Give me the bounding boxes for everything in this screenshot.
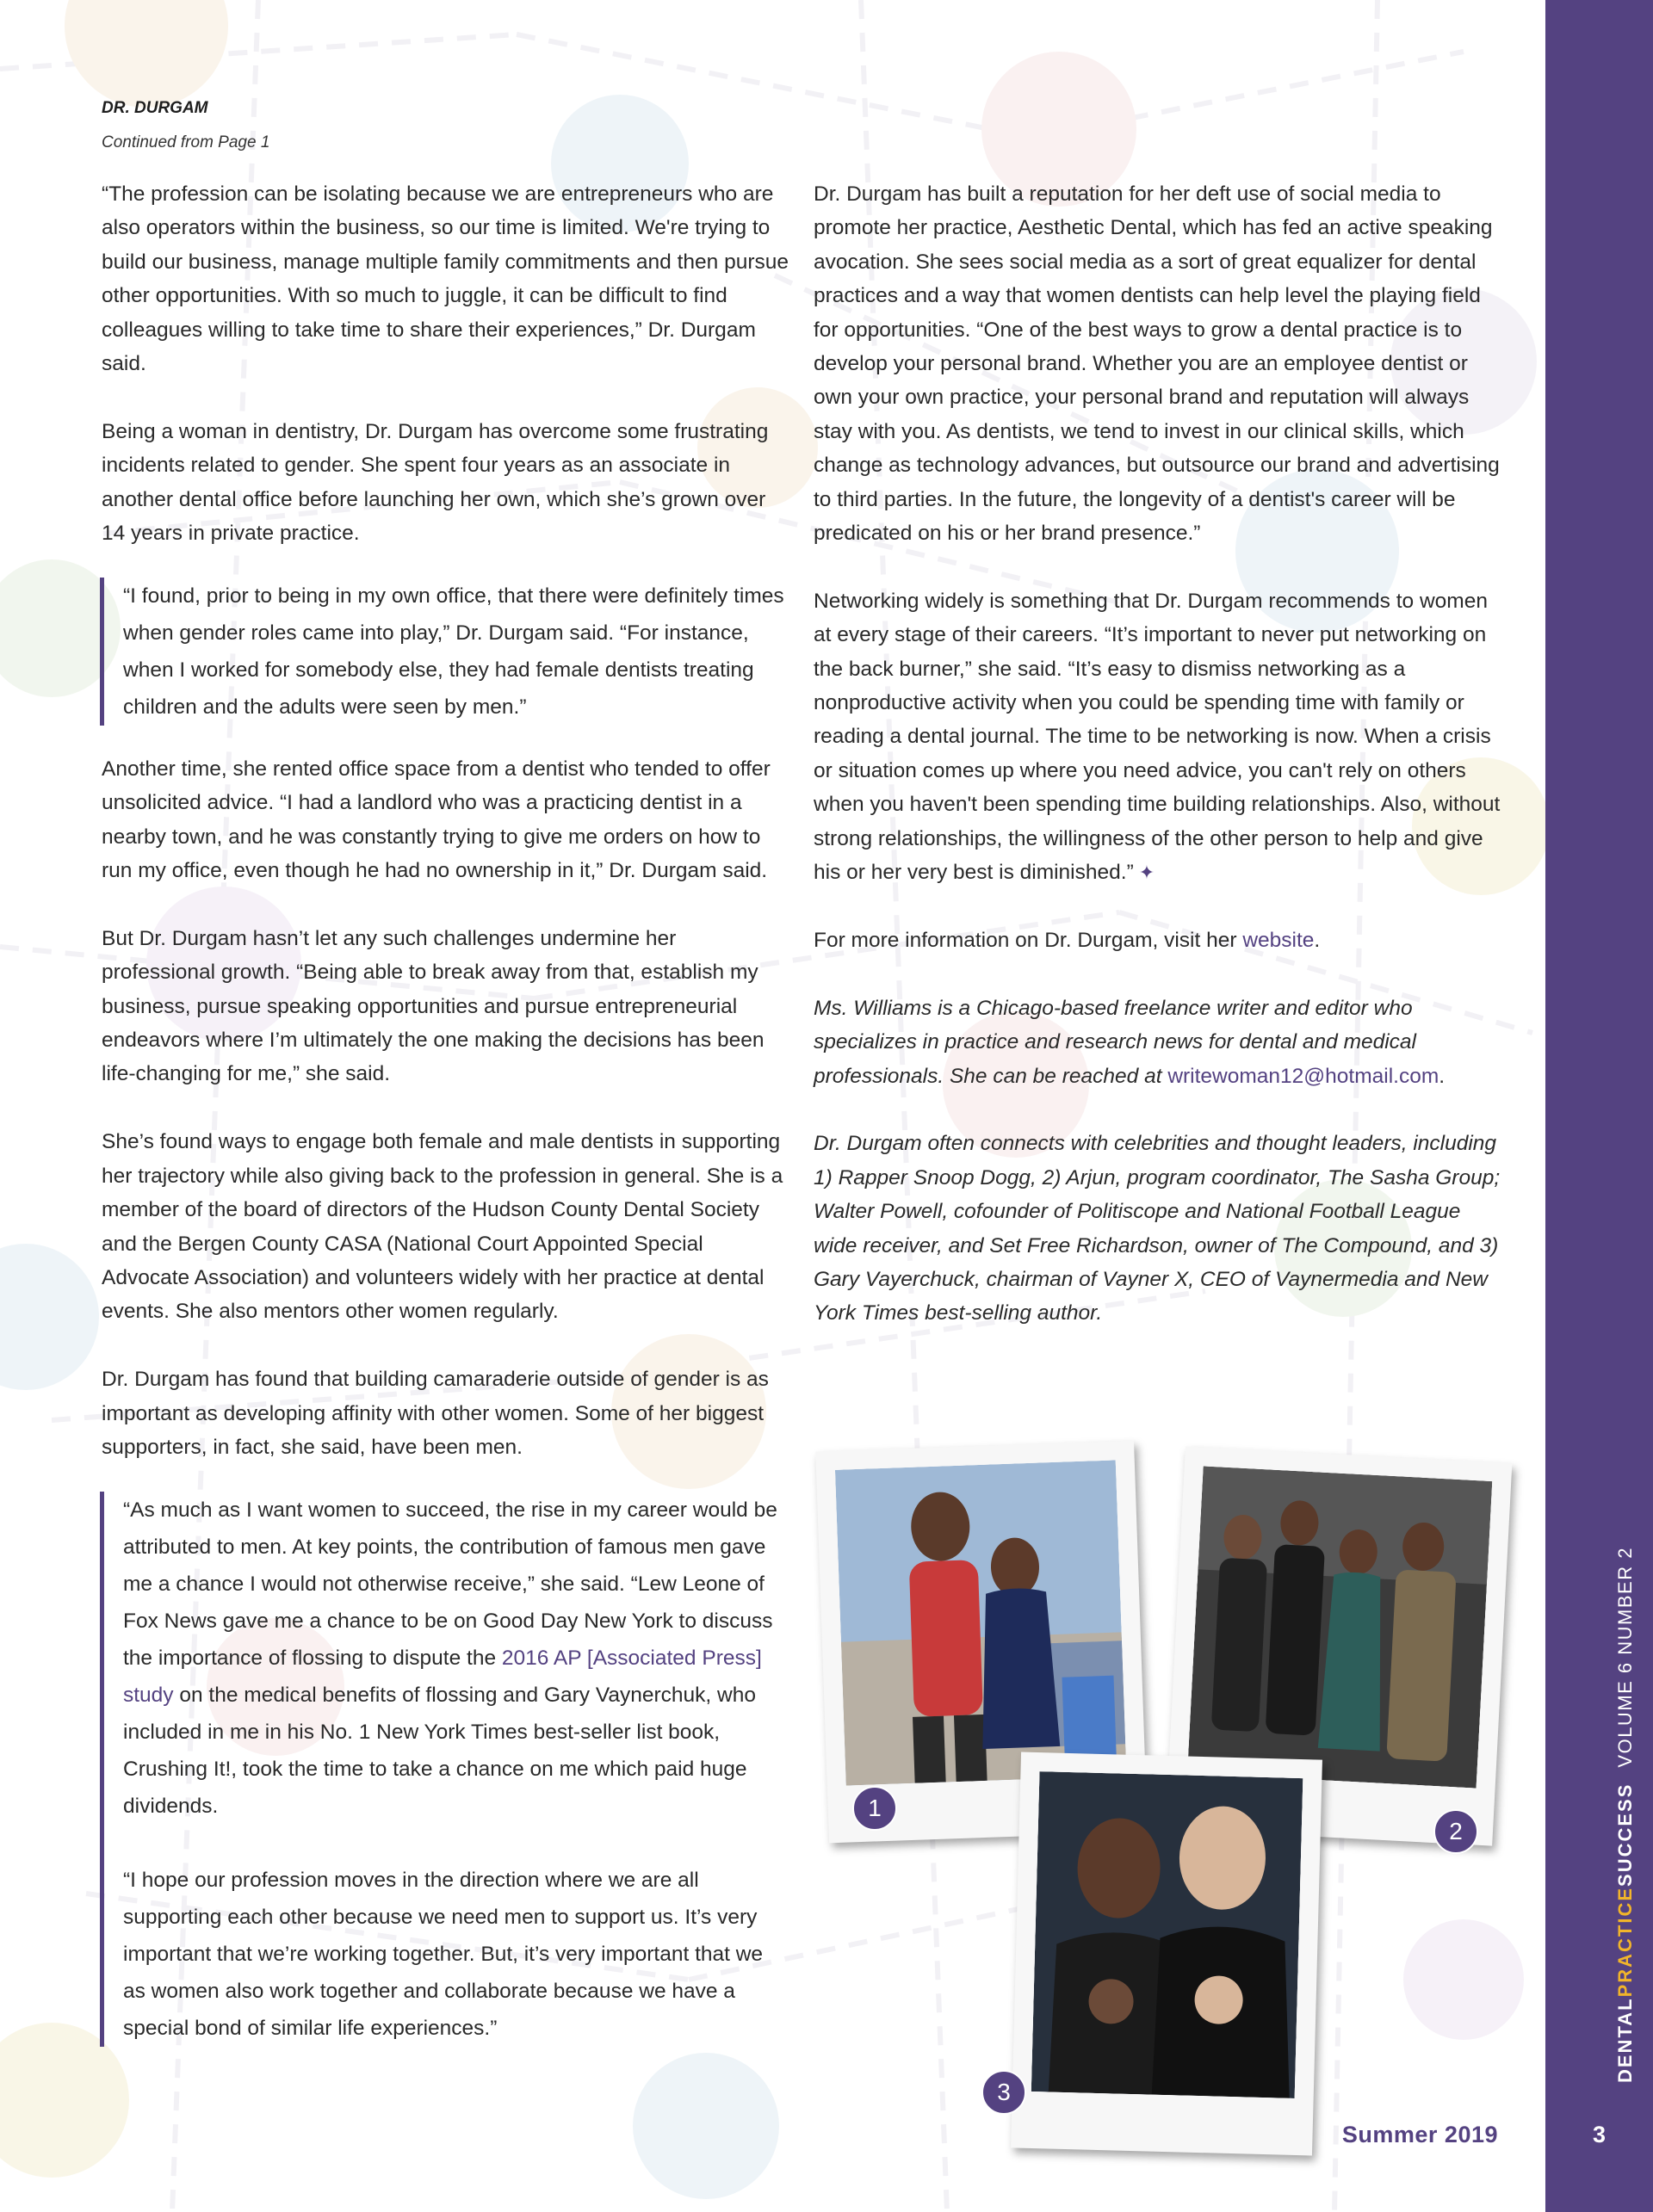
punctuation: .	[1314, 928, 1321, 952]
brand-practice: PRACTICE	[1614, 1886, 1636, 1998]
paragraph: But Dr. Durgam hasn’t let any such challenges undermine her professional growth. “Being able to break away from that, establish my business, pursue speaking opportunities and pursue entrepreneurial endeavors where I’m ultimately the one making the decisions has been life-changing for me,” she said.	[102, 926, 765, 1086]
pull-quote	[100, 1492, 790, 2047]
photo-badge-3: 3	[981, 2070, 1026, 2115]
continued-note: Continued from Page 1	[102, 133, 270, 151]
paragraph	[814, 924, 1502, 957]
paragraph	[814, 584, 1502, 890]
website-link[interactable]: website	[1242, 928, 1315, 952]
magazine-brand	[1614, 1547, 1637, 2083]
quote-text: “I found, prior to being in my own office, that there were definitely times when gender roles came into play,” Dr. Durgam said. “For instance, when I worked for somebody else, they had female dentists treating children and the adults were seen by men.”	[123, 584, 784, 719]
article-kicker: DR. DURGAM	[102, 99, 208, 117]
page-number: 3	[1592, 2122, 1607, 2147]
paragraph: Another time, she rented office space from a dentist who tended to offer unsolicited advice. “I had a landlord who was a practicing dentist in a nearby town, and he was constantly trying to give me orders on how to run my office, even though he had no ownership in it,” Dr. Durgam said.	[102, 757, 771, 883]
paragraph: She’s found ways to engage both female and male dentists in supporting her trajectory while also giving back to the profession in general. She is a member of the board of directors of the Hudson County Dental Society and the Bergen County CASA (National Court Appointed Special Advocate Association) and volunteers widely with her practice at dental events. She also mentors other women regularly.	[102, 1130, 783, 1324]
magazine-sidebar	[1545, 0, 1653, 2212]
volume-label: VOLUME 6 NUMBER 2	[1614, 1547, 1636, 1768]
end-mark-icon: ✦	[1138, 862, 1155, 884]
ap-study-link[interactable]: 2016 AP [Associated Press] study	[123, 1646, 762, 1707]
email-link[interactable]: writewoman12@hotmail.com	[1167, 1064, 1439, 1088]
brand-success: SUCCESS	[1614, 1783, 1636, 1887]
paragraph-text: Networking widely is something that Dr. Durgam recommends to women at every stage of their careers. “It’s important to never put networking on the back burner,” she said. “It’s easy to dismiss networking as a nonproductive activity when you could be spending time with family or reading a dental journal. The time to be networking is now. When a crisis or situation comes up where you need advice, you can't rely on others when you haven't been spending time building relationships. Also, without strong relationships, the willingness of the other person to help and give his or her very best is diminished.”	[814, 589, 1501, 885]
quote-text-part: on the medical benefits of flossing and Gary Vaynerchuk, who included in me in his No. 1 New York Times best-seller list book, Crushing It!, took the time to take a chance on me which paid huge dividends.	[123, 1683, 756, 1818]
quote-text-part: “As much as I want women to succeed, the rise in my career would be attributed to men. At key points, the contribution of famous men gave me a chance I would not otherwise receive,” she said. “Lew Leone of Fox News gave me a chance to be on Good Day New York to discuss the importance of flossing to dispute the	[123, 1498, 777, 1670]
issue-date: Summer 2019	[1341, 2122, 1498, 2147]
quote-text: “I hope our profession moves in the direction where we are all supporting each other because we need men to support us. It’s very important that we’re working together. But, it’s very important that we as women also work together and collaborate because we have a special bond of similar life experiences.”	[123, 1868, 764, 2040]
photo-group	[1187, 1466, 1492, 1788]
photo-gary-vaynerchuk	[1031, 1771, 1303, 2098]
paragraph: “The profession can be isolating because we are entrepreneurs who are also operators within the business, so our time is limited. We're trying to build our business, manage multiple family commitments and then pursue other opportunities. With so much to juggle, it can be difficult to find colleagues willing to take time to share their experiences,” Dr. Durgam said.	[102, 182, 789, 376]
bio-text: Ms. Williams is a Chicago-based freelance writer and editor who specializes in practice and research news for dental and medical professionals. She can be reached at	[814, 996, 1416, 1088]
pull-quote	[100, 578, 790, 726]
paragraph: Dr. Durgam has built a reputation for her deft use of social media to promote her practice, Aesthetic Dental, which has fed an active speaking avocation. She sees social media as a sort of great equalizer for dental practices and a way that women dentists can help level the playing field for opportunities. “One of the best ways to grow a dental practice is to develop your personal brand. Whether you are an employee dentist or own your own practice, your personal brand and reputation will always stay with you. As dentists, we tend to invest in our clinical skills, which change as technology advances, but outsource our brand and advertising to third parties. In the future, the longevity of a dentist's career will be predicated on his or her brand presence.”	[814, 182, 1500, 546]
photo-badge-1: 1	[852, 1786, 897, 1831]
brand-dental: DENTAL	[1614, 1997, 1636, 2083]
left-column	[102, 177, 790, 2073]
punctuation: .	[1439, 1064, 1446, 1088]
author-bio	[814, 992, 1502, 1093]
photo-caption: Dr. Durgam often connects with celebrities and thought leaders, including 1) Rapper Snoop Dogg, 2) Arjun, program coordinator, The Sasha Group; Walter Powell, cofounder of Politiscope and National Football League wide receiver, and Set Free Richardson, owner of The Compound, and 3) Gary Vayerchuck, chairman of Vayner X, CEO of Vaynermedia and New York Times best-selling author.	[814, 1132, 1501, 1325]
right-column	[814, 177, 1502, 1364]
photo-3-polaroid	[1011, 1752, 1322, 2155]
paragraph-text: For more information on Dr. Durgam, visit her	[814, 928, 1237, 952]
photo-snoop-dogg	[835, 1460, 1127, 1785]
paragraph: Being a woman in dentistry, Dr. Durgam has overcome some frustrating incidents related to gender. She spent four years as an associate in another dental office before launching her own, which she’s grown over 14 years in private practice.	[102, 419, 769, 546]
photo-badge-2: 2	[1433, 1809, 1478, 1854]
paragraph: Dr. Durgam has found that building camaraderie outside of gender is as important as developing affinity with other women. Some of her biggest supporters, in fact, she said, have been men.	[102, 1368, 769, 1459]
quote-text	[123, 1492, 790, 1825]
